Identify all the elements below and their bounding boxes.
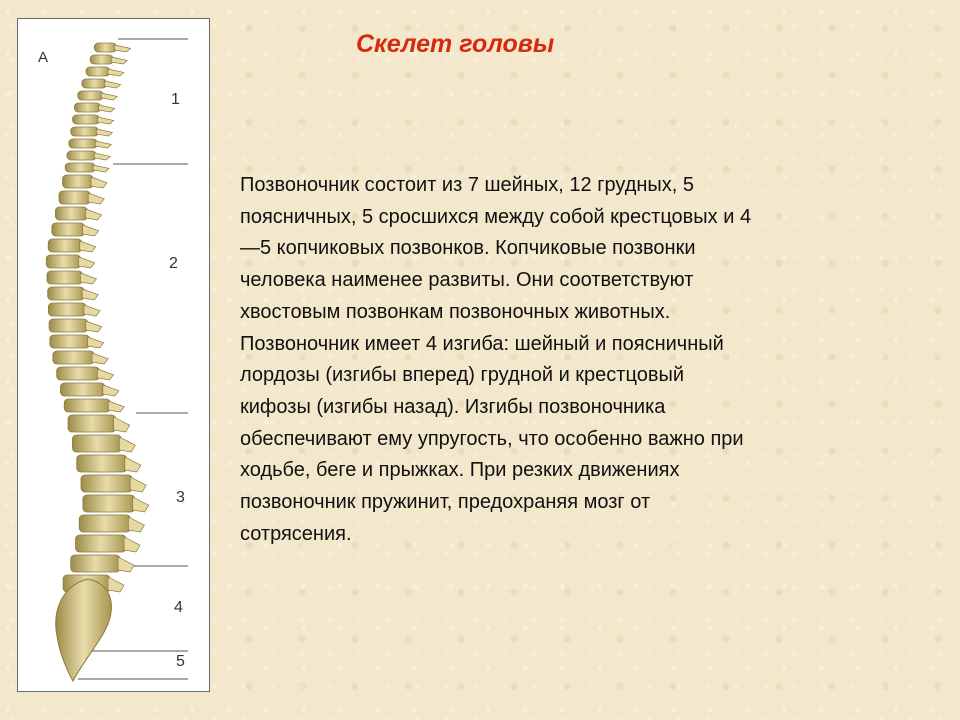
vertebra-process-shape (119, 437, 135, 452)
vertebra-shape (48, 287, 85, 300)
region-label-sacral: 4 (174, 599, 183, 616)
vertebra-shape (69, 139, 97, 148)
body-line: —5 копчиковых позвонков. Копчиковые позвонки (240, 237, 696, 260)
body-line: хвостовым позвонкам позвоночных животных. (240, 300, 671, 323)
vertebra-process-shape (99, 105, 115, 112)
region-label-lumbar: 3 (176, 489, 185, 506)
vertebra-process-shape (88, 193, 104, 204)
body-line: ходьбе, беге и прыжках. При резких движениях (240, 459, 680, 482)
vertebra-process-shape (85, 209, 101, 220)
vertebra-shape (57, 367, 100, 380)
vertebra-process-shape (95, 141, 111, 148)
vertebra-shape (83, 495, 135, 512)
body-line: человека наименее развиты. Они соответствуют (240, 269, 694, 292)
panel-letter: А (38, 49, 49, 66)
vertebra-shape (60, 383, 104, 396)
vertebra-shape (47, 271, 82, 284)
region-label-coccygeal: 5 (176, 653, 185, 670)
vertebra-process-shape (118, 557, 134, 572)
vertebra-process-shape (108, 401, 124, 412)
vertebra-shape (77, 455, 127, 472)
vertebra-shape (79, 515, 130, 532)
body-line: поясничных, 5 сросшихся между собой крестцовых и 4 (240, 205, 752, 228)
vertebra-shape (72, 435, 121, 452)
vertebra-process-shape (91, 177, 107, 188)
body-line: сотрясения. (240, 522, 352, 545)
vertebra-process-shape (105, 81, 121, 88)
vertebra-process-shape (103, 385, 119, 396)
vertebra-process-shape (93, 165, 109, 172)
vertebra-shape (64, 399, 110, 412)
vertebra-process-shape (94, 153, 110, 160)
body-line: кифозы (изгибы назад). Изгибы позвоночника (240, 395, 666, 418)
vertebra-shape (90, 55, 113, 64)
vertebra-process-shape (124, 537, 140, 552)
vertebra-process-shape (114, 417, 130, 432)
vertebra-process-shape (101, 93, 117, 100)
body-line: лордозы (изгибы вперед) грудной и крестцовый (240, 364, 684, 387)
vertebra-shape (82, 79, 107, 88)
vertebra-process-shape (111, 57, 127, 64)
vertebra-shape (55, 207, 87, 220)
vertebra-process-shape (86, 321, 102, 332)
vertebra-process-shape (114, 45, 130, 52)
region-label-thoracic: 2 (169, 255, 178, 272)
vertebra-shape (48, 239, 82, 252)
vertebra-shape (53, 351, 94, 364)
body-line: позвоночник пружинит, предохраняя мозг от (240, 491, 651, 514)
vertebra-shape (71, 127, 99, 136)
vertebra-shape (49, 319, 88, 332)
vertebra-shape (48, 303, 86, 316)
vertebra-shape (73, 115, 100, 124)
vertebra-shape (52, 223, 85, 236)
vertebra-process-shape (133, 497, 149, 512)
vertebra-process-shape (108, 577, 124, 592)
vertebra-process-shape (128, 517, 144, 532)
sacrum-shape (56, 579, 112, 681)
slide-title: Скелет головы (356, 30, 555, 58)
vertebra-shape (59, 191, 90, 204)
vertebra-process-shape (92, 353, 108, 364)
vertebra-shape (46, 255, 80, 268)
vertebra-process-shape (108, 69, 124, 76)
vertebra-process-shape (125, 457, 141, 472)
vertebra-shape (78, 91, 103, 100)
body-paragraph (240, 170, 900, 550)
region-label-cervical: 1 (171, 91, 180, 108)
vertebra-process-shape (80, 273, 96, 284)
vertebra-process-shape (96, 129, 112, 136)
vertebra-shape (63, 175, 94, 188)
vertebra-shape (76, 535, 126, 552)
vertebra-shape (65, 163, 95, 172)
vertebra-process-shape (82, 289, 98, 300)
spine-illustration-icon (18, 19, 210, 692)
vertebra-process-shape (84, 305, 100, 316)
vertebra-shape (81, 475, 132, 492)
vertebra-process-shape (97, 369, 113, 380)
vertebra-shape (68, 415, 116, 432)
spine-figure (17, 18, 210, 692)
vertebra-process-shape (80, 241, 96, 252)
vertebra-shape (74, 103, 100, 112)
vertebra-shape (50, 335, 90, 348)
body-line: Позвоночник состоит из 7 шейных, 12 грудных, 5 (240, 174, 695, 196)
vertebra-process-shape (88, 337, 104, 348)
vertebra-shape (71, 555, 120, 572)
body-line: Позвоночник имеет 4 изгиба: шейный и поясничный (240, 332, 724, 355)
vertebra-process-shape (98, 117, 114, 124)
vertebra-shape (86, 67, 110, 76)
vertebra-process-shape (79, 257, 95, 268)
vertebra-shape (94, 43, 116, 52)
body-line: обеспечивают ему упругость, что особенно важно при (240, 427, 744, 450)
vertebra-shape (67, 151, 96, 160)
vertebra-process-shape (83, 225, 99, 236)
vertebra-process-shape (130, 477, 146, 492)
